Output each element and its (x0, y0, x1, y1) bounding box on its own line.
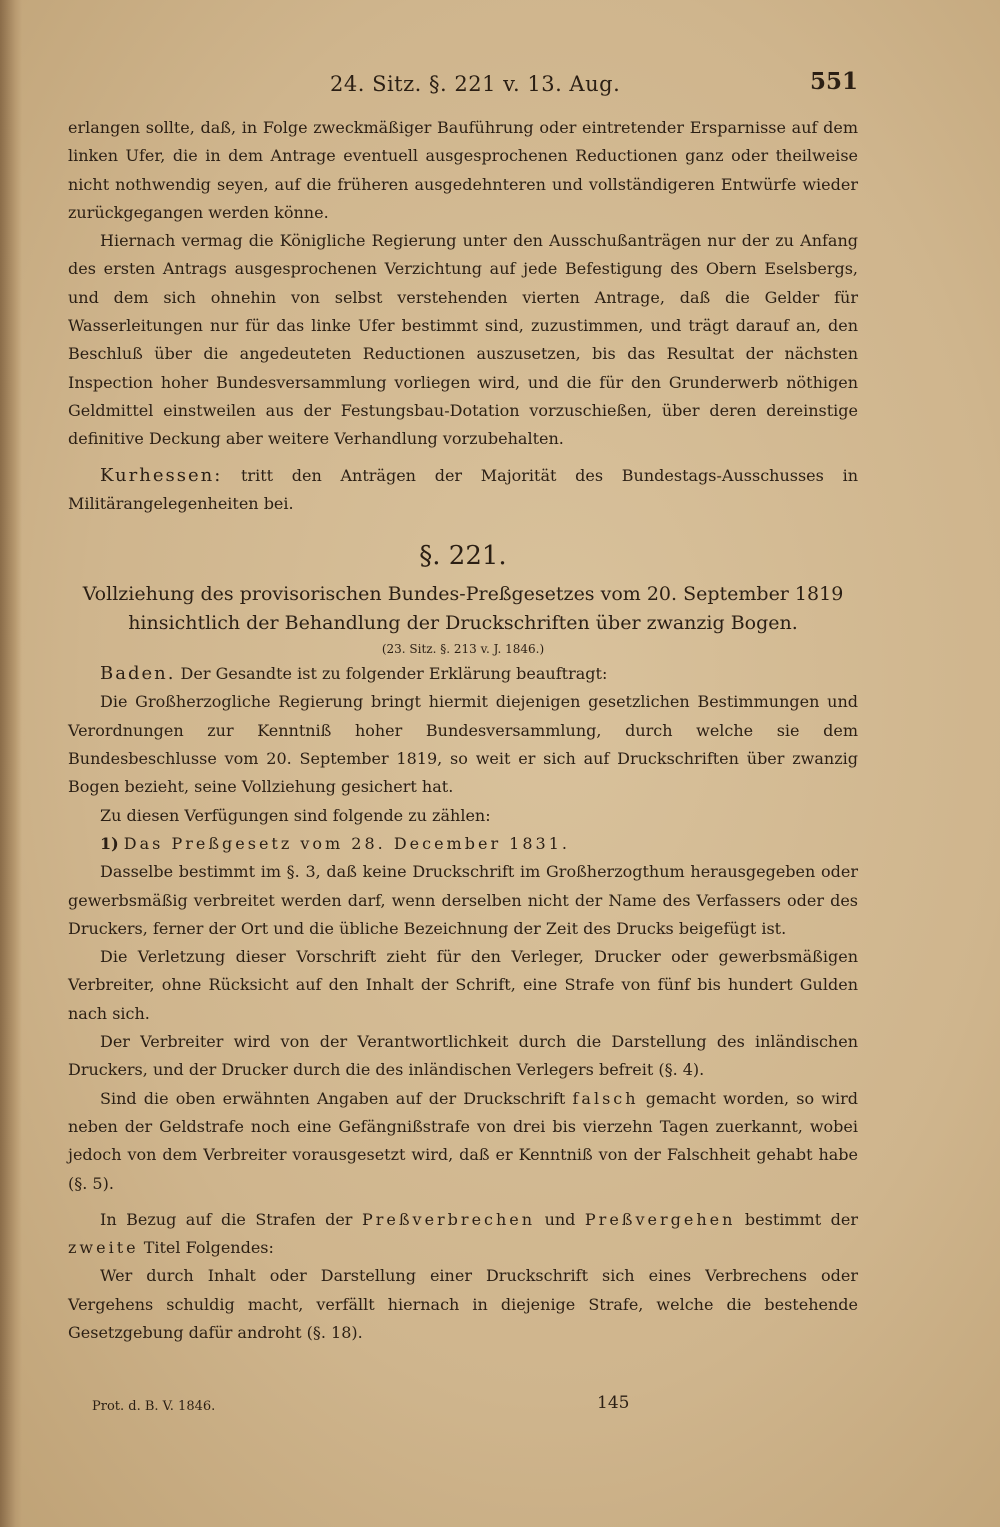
paragraph-continuation: erlangen sollte, daß, in Folge zweckmäßiger Bauführung oder eintretender Ersparnisse auf dem linken Ufer, die in dem Antrage eventuell ausgesprochenen Reductionen ganz oder theilweise nicht nothwendig seyen, auf die früheren ausgedehnteren und vollständigeren Entwürfe wieder zurückgegangen werden könne. (68, 118, 858, 222)
paragraph-baden (68, 660, 858, 688)
paragraph-hiernach: Hiernach vermag die Königliche Regierung unter den Ausschußanträgen nur der zu Anfang des ersten Antrags ausgesprochenen Verzichtung auf jede Befestigung des Obern Eselsbergs, und dem sich ohnehin von selbst verstehenden vierten Antrage, daß die Gelder für Wasserleitungen nur für das linke Ufer bestimmt sind, zuzustimmen, und trägt darauf an, den Beschluß über die angedeuteten Reductionen auszusetzen, bis das Resultat der nächsten Inspection hoher Bundesversammlung vorliegen wird, und die für den Grunderwerb nöthigen Geldmittel einstweilen aus der Festungsbau-Dotation vorzuschießen, über deren dereinstige definitive Deckung aber weitere Verhandlung vorzubehalten. (68, 231, 858, 449)
item-number: 1) (100, 833, 119, 853)
paragraph-item-1 (68, 830, 858, 858)
falsch-text-a: Sind die oben erwähnten Angaben auf der Druckschrift (100, 1088, 566, 1108)
strafen-text-c: und (544, 1209, 576, 1229)
section-title-line1: Vollziehung des provisorischen Bundes-Preßgesetzes vom 20. September 1819 (82, 583, 844, 606)
strafen-text-g: Titel Folgendes: (143, 1238, 274, 1258)
paragraph-wer: Wer durch Inhalt oder Darstellung einer Druckschrift sich eines Verbrechens oder Vergehens schuldig macht, verfällt hiernach in diejenige Strafe, welche die bestehende Gesetzgebung dafür androht (§. 18). (68, 1266, 858, 1342)
spacer (68, 454, 858, 462)
item-title: Das Preßgesetz vom 28. December 1831. (123, 833, 570, 853)
page-footer (92, 1393, 652, 1417)
kurhessen-text: tritt den Anträgen der Majorität des Bundestags-Ausschusses in Militärangelegenheiten bei. (68, 465, 858, 513)
baden-text: Der Gesandte ist zu folgender Erklärung beauftragt: (180, 664, 608, 684)
page-number: 551 (809, 68, 858, 95)
paragraph-verfuegungen: Zu diesen Verfügungen sind folgende zu zählen: (100, 805, 491, 825)
paragraph-regierung: Die Großherzogliche Regierung bringt hiermit diejenigen gesetzlichen Bestimmungen und Verordnungen zur Kenntniß hoher Bundesversammlung, durch welche sie dem Bundesbeschlusse vom 20. September 1819, so weit er sich auf Druckschriften über zwanzig Bogen bezieht, seine Vollziehung gesichert hat. (68, 692, 858, 797)
state-name-baden: Baden. (100, 663, 176, 685)
strafen-emphasis-3: zweite (68, 1238, 139, 1258)
section-number: §. 221. (419, 541, 507, 572)
paragraph-dasselbe: Dasselbe bestimmt im §. 3, daß keine Druckschrift im Großherzogthum herausgegeben oder gewerbsmäßig verbreitet werden darf, wenn derselben nicht der Name des Verfassers oder des Druckers, ferner der Ort und die übliche Bezeichnung der Zeit des Drucks beigefügt ist. (68, 862, 858, 938)
paragraph-verletzung: Die Verletzung dieser Vorschrift zieht für den Verleger, Drucker oder gewerbsmäßigen Verbreiter, ohne Rücksicht auf den Inhalt der Schrift, eine Strafe von fünf bis hundert Gulden nach sich. (68, 947, 858, 1023)
strafen-emphasis-2: Preßvergehen (584, 1209, 736, 1229)
state-name-kurhessen: Kurhessen: (100, 464, 223, 486)
spacer (68, 1198, 858, 1206)
falsch-text-c: gemacht worden, so wird neben der Geldstrafe noch eine Gefängnißstrafe von drei bis vierzehn Tagen zuerkannt, wobei jedoch von dem Verbreiter vorausgesetzt wird, daß er Kenntniß von der Falschheit gehabt habe (§. 5). (68, 1088, 859, 1193)
paragraph-verbreiter: Der Verbreiter wird von der Verantwortlichkeit durch die Darstellung des inländischen Druckers, und der Drucker durch die des inländischen Verlegers befreit (§. 4). (68, 1032, 858, 1080)
paragraph-strafen (68, 1206, 858, 1263)
strafen-text-a: In Bezug auf die Strafen der (100, 1209, 353, 1229)
paragraph-falsch (68, 1085, 858, 1198)
strafen-text-e: bestimmt der (744, 1209, 858, 1229)
section-title-line2: hinsichtlich der Behandlung der Druckschriften über zwanzig Bogen. (128, 612, 798, 635)
falsch-emphasis: falsch (572, 1088, 639, 1108)
running-title: 24. Sitz. §. 221 v. 13. Aug. (330, 72, 621, 96)
strafen-emphasis-1: Preßverbrechen (361, 1209, 536, 1229)
paragraph-kurhessen (68, 462, 858, 519)
section-reference: (23. Sitz. §. 213 v. J. 1846.) (381, 642, 545, 657)
page-body (68, 114, 858, 1347)
footer-signature: Prot. d. B. V. 1846. (92, 1399, 216, 1414)
page-edge-shadow (0, 0, 22, 1527)
sheet-number: 145 (597, 1393, 630, 1413)
page-header (68, 66, 858, 106)
